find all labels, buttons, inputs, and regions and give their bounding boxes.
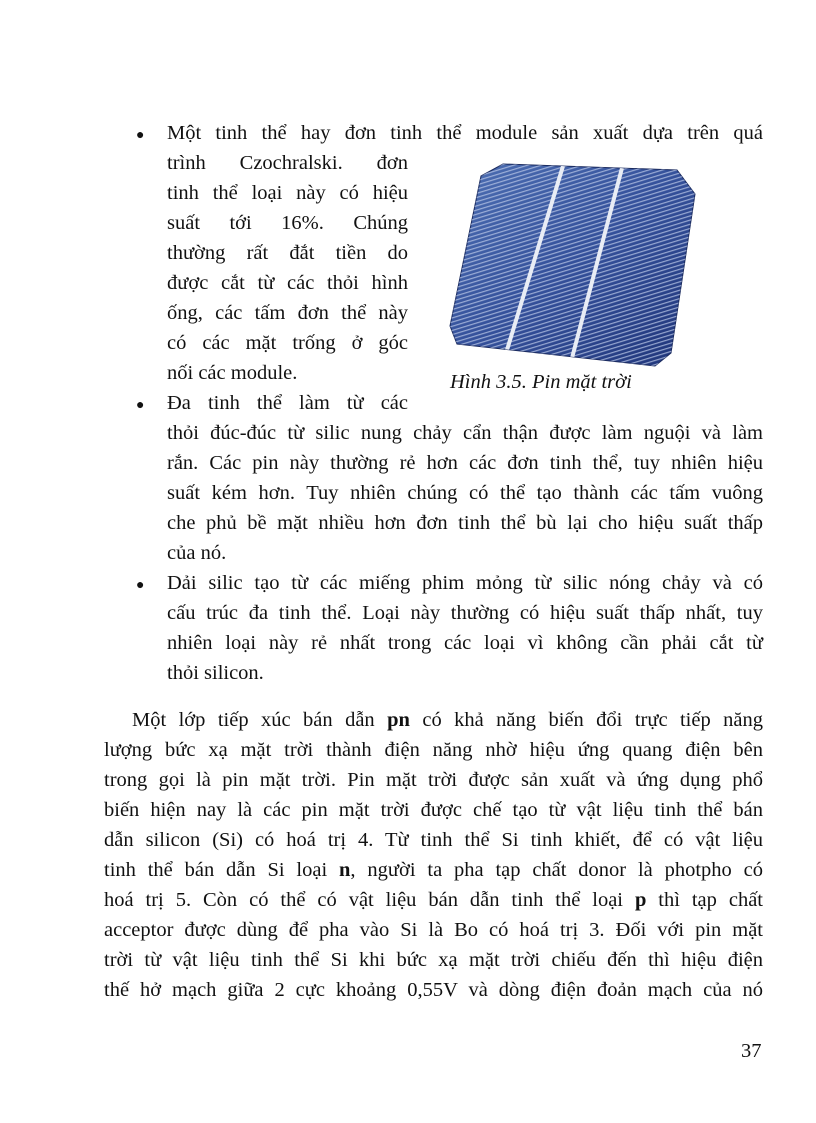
bullet-1-line-4: suất tới 16%. Chúng [167, 212, 408, 234]
bullet-1-line-3: tinh thể loại này có hiệu [167, 182, 408, 204]
paragraph-line-1: Một lớp tiếp xúc bán dẫn pn có khả năng biến đổi trực tiếp năng [132, 709, 764, 731]
bullet-marker-1: ● [136, 128, 145, 143]
bullet-1-line-8: có các mặt trống ở góc [167, 332, 408, 354]
paragraph-line-7: hoá trị 5. Còn có thể có vật liệu bán dẫn tinh thể loại p thì tạp chất [104, 889, 763, 911]
bullet-3-line-2: cấu trúc đa tinh thể. Loại này thường có hiệu suất thấp nhất, tuy [167, 602, 763, 624]
solar-cell-figure [445, 148, 705, 368]
term-pn: pn [387, 709, 410, 731]
bullet-2-line-1: Đa tinh thể làm từ các [167, 392, 408, 414]
bullet-1-line-5: thường rất đắt tiền do [167, 242, 408, 264]
bullet-3-line-3: nhiên loại này rẻ nhất trong các loại vì không cần phải cắt từ [167, 632, 763, 654]
bullet-2-line-2: thỏi đúc-đúc từ silic nung chảy cẩn thận được làm nguội và làm [167, 422, 763, 444]
paragraph-line-6: tinh thể bán dẫn Si loại n, người ta pha tạp chất donor là photpho có [104, 859, 763, 881]
bullet-2-line-3: rắn. Các pin này thường rẻ hơn các đơn tinh thể, tuy nhiên hiệu [167, 452, 763, 474]
term-n: n [339, 859, 351, 881]
term-p: p [634, 889, 647, 911]
bullet-marker-2: ● [136, 398, 145, 413]
bullet-1-line-2: trình Czochralski. đơn [167, 152, 408, 174]
paragraph-line-9: trời từ vật liệu tinh thể Si khi bức xạ mặt trời chiếu đến thì hiệu điện [104, 949, 763, 971]
bullet-3-line-4: thỏi silicon. [167, 662, 264, 684]
paragraph-line-8: acceptor được dùng để pha vào Si là Bo có hoá trị 3. Đối với pin mặt [104, 919, 763, 941]
bullet-1-line-6: được cắt từ các thỏi hình [167, 272, 408, 294]
bullet-1-line-9: nối các module. [167, 362, 298, 384]
bullet-1-line-1: Một tinh thể hay đơn tinh thể module sản xuất dựa trên quá [167, 122, 763, 144]
bullet-3-line-1: Dải silic tạo từ các miếng phim mỏng từ silic nóng chảy và có [167, 572, 763, 594]
bullet-1-line-7: ống, các tấm đơn thể này [167, 302, 408, 324]
paragraph-line-4: biến hiện nay là các pin mặt trời được chế tạo từ vật liệu tinh thể bán [104, 799, 763, 821]
figure-caption: Hình 3.5. Pin mặt trời [450, 371, 632, 393]
bullet-2-line-5: che phủ bề mặt nhiều hơn đơn tinh thể bù lại cho hiệu suất thấp [167, 512, 763, 534]
page-number: 37 [741, 1040, 762, 1062]
paragraph-line-10: thế hở mạch giữa 2 cực khoảng 0,55V và dòng điện đoản mạch của nó [104, 979, 763, 1001]
bullet-2-line-4: suất kém hơn. Tuy nhiên chúng có thể tạo thành các tấm vuông [167, 482, 763, 504]
solar-cell-image [445, 148, 705, 368]
paragraph-line-2: lượng bức xạ mặt trời thành điện năng nhờ hiệu ứng quang điện bên [104, 739, 763, 761]
paragraph-line-5: dẫn silicon (Si) có hoá trị 4. Từ tinh thể Si tinh khiết, để có vật liệu [104, 829, 763, 851]
bullet-marker-3: ● [136, 578, 145, 593]
bullet-2-line-6: của nó. [167, 542, 227, 564]
paragraph-line-3: trong gọi là pin mặt trời. Pin mặt trời được sản xuất và ứng dụng phổ [104, 769, 763, 791]
